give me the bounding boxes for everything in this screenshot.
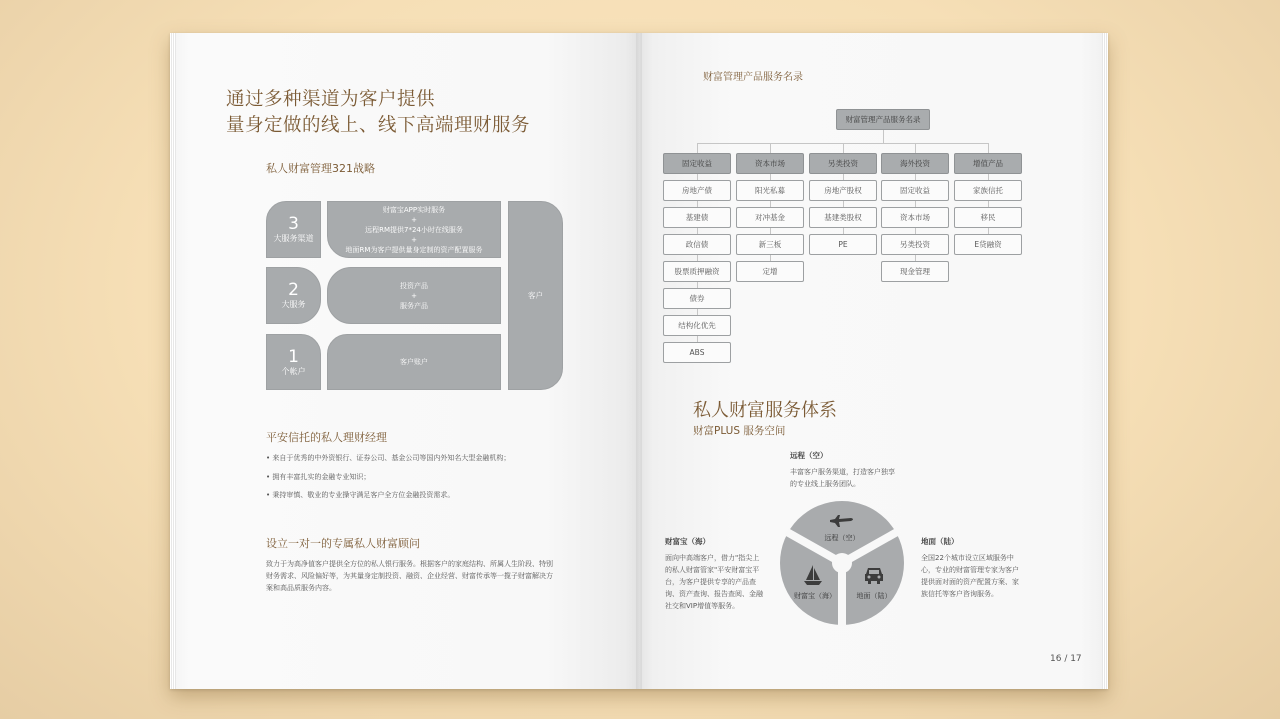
text-line: 社交和VIP增值等服务。 [665, 602, 740, 610]
connector-line [883, 130, 884, 143]
org-item: 股票质押融资 [663, 261, 731, 282]
connector-line [770, 143, 771, 153]
page-number: 16 / 17 [1050, 654, 1082, 664]
advisor-section-title: 设立一对一的专属私人财富顾问 [266, 537, 420, 550]
brochure-spread [170, 33, 1108, 689]
channel-title: 远程（空） [790, 451, 828, 460]
strategy-number-block-3 [266, 201, 321, 258]
advisor-paragraph [266, 558, 553, 594]
org-root-node: 财富管理产品服务名录 [836, 109, 930, 130]
headline-line-2: 量身定做的线上、线下高端理财服务 [226, 115, 531, 136]
org-item: 定增 [736, 261, 804, 282]
strategy-number-label: 个帐户 [281, 366, 306, 376]
page-edge [1102, 33, 1108, 689]
paragraph-line: 案和高品质服务内容。 [266, 584, 336, 592]
org-item: 基建债 [663, 207, 731, 228]
strategy-number: 3 [288, 214, 299, 234]
strategy-number-block-1 [266, 334, 321, 390]
car-icon [864, 567, 884, 585]
channel-ground-description [921, 536, 1019, 600]
channel-app-description [665, 536, 763, 612]
strategy-number-label: 大服务 [281, 300, 306, 309]
connector-line [988, 143, 989, 153]
bullet-item: • 来自于优秀的中外资银行、证券公司、基金公司等国内外知名大型金融机构； [266, 454, 510, 463]
channel-title: 地面（陆） [921, 537, 959, 546]
system-title: 私人财富服务体系 [693, 400, 837, 421]
text-line: 的私人财富管家"平安财富宝平 [665, 566, 760, 574]
strategy-content-block-3 [327, 201, 501, 258]
wheel-label-ground: 地面（陆） [856, 592, 892, 600]
text-line: 的专业线上服务团队。 [790, 480, 860, 488]
org-item: 对冲基金 [736, 207, 804, 228]
page-headline [226, 87, 530, 139]
org-item: 移民 [954, 207, 1022, 228]
channel-remote-description [790, 450, 895, 490]
strategy-content-line: 服务产品 [400, 301, 428, 310]
paragraph-line: 财务需求、风险偏好等，为其量身定制投资、融资、企业经营、财富传承等一揽子财富解决方 [266, 572, 553, 580]
paragraph-line: 致力于为高净值客户提供全方位的私人银行服务。根据客户的家庭结构、所属人生阶段、特别 [266, 560, 553, 568]
text-line: 全国22个城市设立区域服务中 [921, 554, 1014, 562]
org-item: 阳光私募 [736, 180, 804, 201]
channel-text [790, 466, 895, 490]
strategy-content-line: + [411, 291, 417, 300]
service-wheel [779, 500, 905, 626]
org-item: 房地产股权 [809, 180, 877, 201]
connector-line [915, 143, 916, 153]
strategy-content-line: 远程RM提供7*24小时在线服务 [365, 225, 463, 234]
org-item: 债券 [663, 288, 731, 309]
strategy-content-line: 客户账户 [400, 358, 428, 366]
strategy-number: 1 [288, 346, 299, 367]
org-category-fixed-income: 固定收益 [663, 153, 731, 174]
channel-text [665, 552, 763, 612]
strategy-number-block-2 [266, 267, 321, 324]
right-page [639, 33, 1108, 689]
strategy-content-block-2 [327, 267, 501, 324]
strategy-content-block-1 [327, 334, 501, 390]
strategy-content-line: 财富宝APP实时服务 [382, 205, 446, 214]
spine-fold [636, 33, 642, 689]
org-item: 资本市场 [881, 207, 949, 228]
connector-line [697, 143, 698, 153]
left-page [170, 33, 639, 689]
org-category-value-added: 增值产品 [954, 153, 1022, 174]
connector-line [843, 143, 844, 153]
strategy-content-line: 地面RM为客户提供量身定制的资产配置服务 [345, 245, 483, 254]
headline-line-1: 通过多种渠道为客户提供 [226, 89, 436, 110]
org-item: ABS [663, 342, 731, 363]
org-category-overseas: 海外投资 [881, 153, 949, 174]
wheel-label-app: 财富宝（海） [794, 592, 836, 600]
org-item: 另类投资 [881, 234, 949, 255]
text-line: 丰富客户服务渠道，打造客户独享 [790, 468, 895, 476]
text-line: 心，专业的财富管理专家为客户 [921, 566, 1019, 574]
org-category-capital-market: 资本市场 [736, 153, 804, 174]
strategy-number-label: 大服务渠道 [273, 234, 314, 243]
strategy-content-line: + [411, 235, 417, 244]
text-line: 面向中高端客户，借力"指尖上 [665, 554, 760, 562]
text-line: 询、资产查询、报告查阅、金融 [665, 590, 763, 598]
org-item: 政信债 [663, 234, 731, 255]
sailboat-icon [803, 564, 823, 586]
org-item: PE [809, 234, 877, 255]
text-line: 提供面对面的资产配置方案、家 [921, 578, 1019, 586]
manager-section-title: 平安信托的私人理财经理 [266, 431, 387, 444]
org-item: 现金管理 [881, 261, 949, 282]
org-item: 固定收益 [881, 180, 949, 201]
catalog-title: 财富管理产品服务名录 [703, 72, 803, 83]
strategy-number: 2 [288, 280, 299, 300]
strategy-content-line: + [411, 215, 417, 224]
org-item: 基建类股权 [809, 207, 877, 228]
channel-text [921, 552, 1019, 600]
org-item: E贷融资 [954, 234, 1022, 255]
wheel-label-remote: 远程（空） [824, 534, 860, 542]
text-line: 台，为客户提供专享的产品查 [665, 578, 756, 586]
customer-block [508, 201, 563, 390]
org-item: 新三板 [736, 234, 804, 255]
org-item: 家族信托 [954, 180, 1022, 201]
bullet-item: • 秉持审慎、敬业的专业操守满足客户全方位金融投资需求。 [266, 491, 510, 500]
airplane-icon [829, 514, 855, 528]
org-category-alternative: 另类投资 [809, 153, 877, 174]
channel-title: 财富宝（海） [665, 537, 710, 546]
strategy-content-line: 投资产品 [400, 281, 428, 290]
manager-bullet-list [266, 454, 510, 510]
text-line: 族信托等客户咨询服务。 [921, 590, 998, 598]
page-edge [170, 33, 176, 689]
system-subtitle: 财富PLUS 服务空间 [693, 425, 786, 437]
org-item: 房地产债 [663, 180, 731, 201]
customer-label: 客户 [528, 291, 543, 300]
strategy-title: 私人财富管理321战略 [266, 162, 375, 175]
org-item: 结构化优先 [663, 315, 731, 336]
bullet-item: • 拥有丰富扎实的金融专业知识； [266, 473, 510, 482]
